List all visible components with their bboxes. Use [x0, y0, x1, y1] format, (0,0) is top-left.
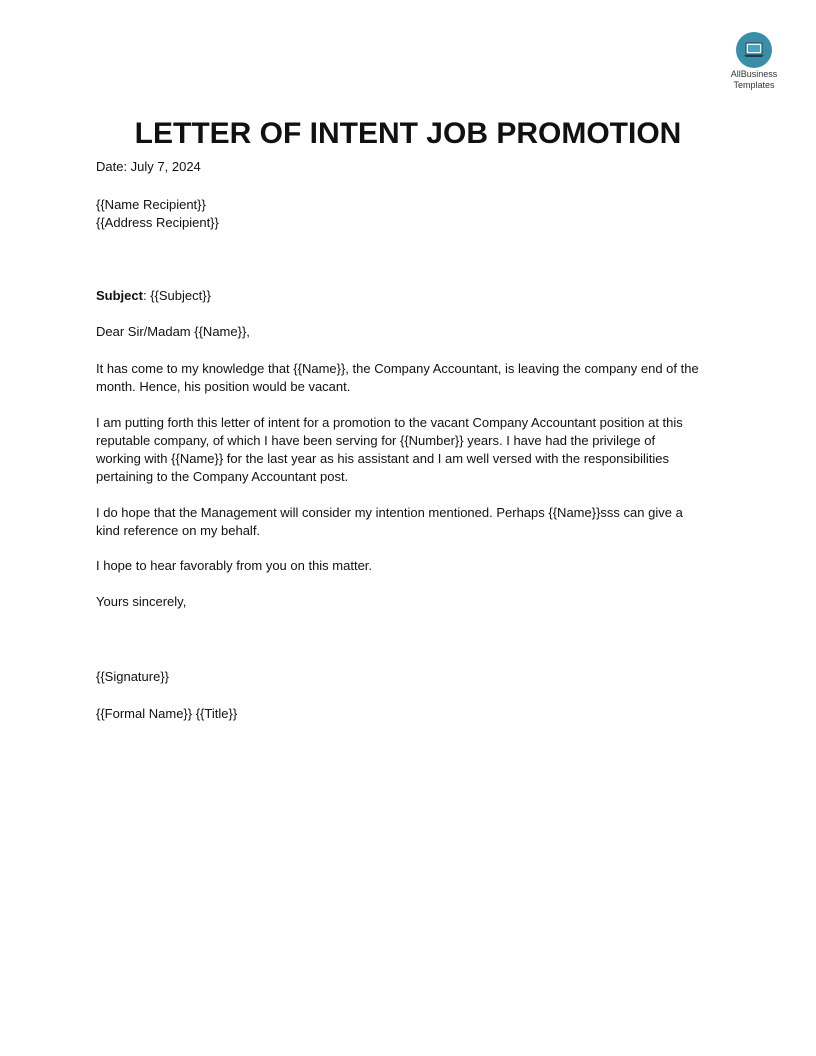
document-title: LETTER OF INTENT JOB PROMOTION [134, 117, 682, 150]
letter-date: Date: July 7, 2024 [96, 159, 201, 174]
formal-name-title: {{Formal Name}} {{Title}} [96, 706, 238, 721]
allbusiness-templates-logo [718, 32, 790, 90]
paragraph-2-line-4: pertaining to the Company Accountant post. [96, 469, 349, 484]
subject-line [96, 287, 736, 305]
closing: Yours sincerely, [96, 594, 187, 609]
paragraph-1-line-1: It has come to my knowledge that {{Name}}, the Company Accountant, is leaving the company end of the [96, 361, 699, 376]
logo-text-line2: Templates [733, 80, 775, 90]
paragraph-2-line-2: reputable company, of which I have been serving for {{Number}} years. I have had the privilege of [96, 433, 656, 448]
paragraph-3-line-1: I do hope that the Management will consider my intention mentioned. Perhaps {{Name}}sss can give a [96, 505, 683, 520]
salutation: Dear Sir/Madam {{Name}}, [96, 324, 250, 339]
subject-label: Subject [96, 288, 143, 303]
paragraph-2-line-3: working with {{Name}} for the last year as his assistant and I am well versed with the responsibilities [96, 451, 669, 466]
subject-value: : {{Subject}} [142, 288, 211, 303]
logo-text-line1: AllBusiness [730, 69, 778, 79]
paragraph-1-line-2: month. Hence, his position would be vacant. [96, 379, 351, 394]
recipient-address: {{Address Recipient}} [96, 215, 219, 230]
paragraph-4: I hope to hear favorably from you on this matter. [96, 558, 373, 573]
paragraph-2-line-1: I am putting forth this letter of intent for a promotion to the vacant Company Accountant position at this [96, 415, 683, 430]
recipient-name: {{Name Recipient}} [96, 197, 206, 212]
paragraph-3-line-2: kind reference on my behalf. [96, 523, 261, 538]
laptop-icon [736, 32, 772, 68]
signature-placeholder: {{Signature}} [96, 669, 170, 684]
